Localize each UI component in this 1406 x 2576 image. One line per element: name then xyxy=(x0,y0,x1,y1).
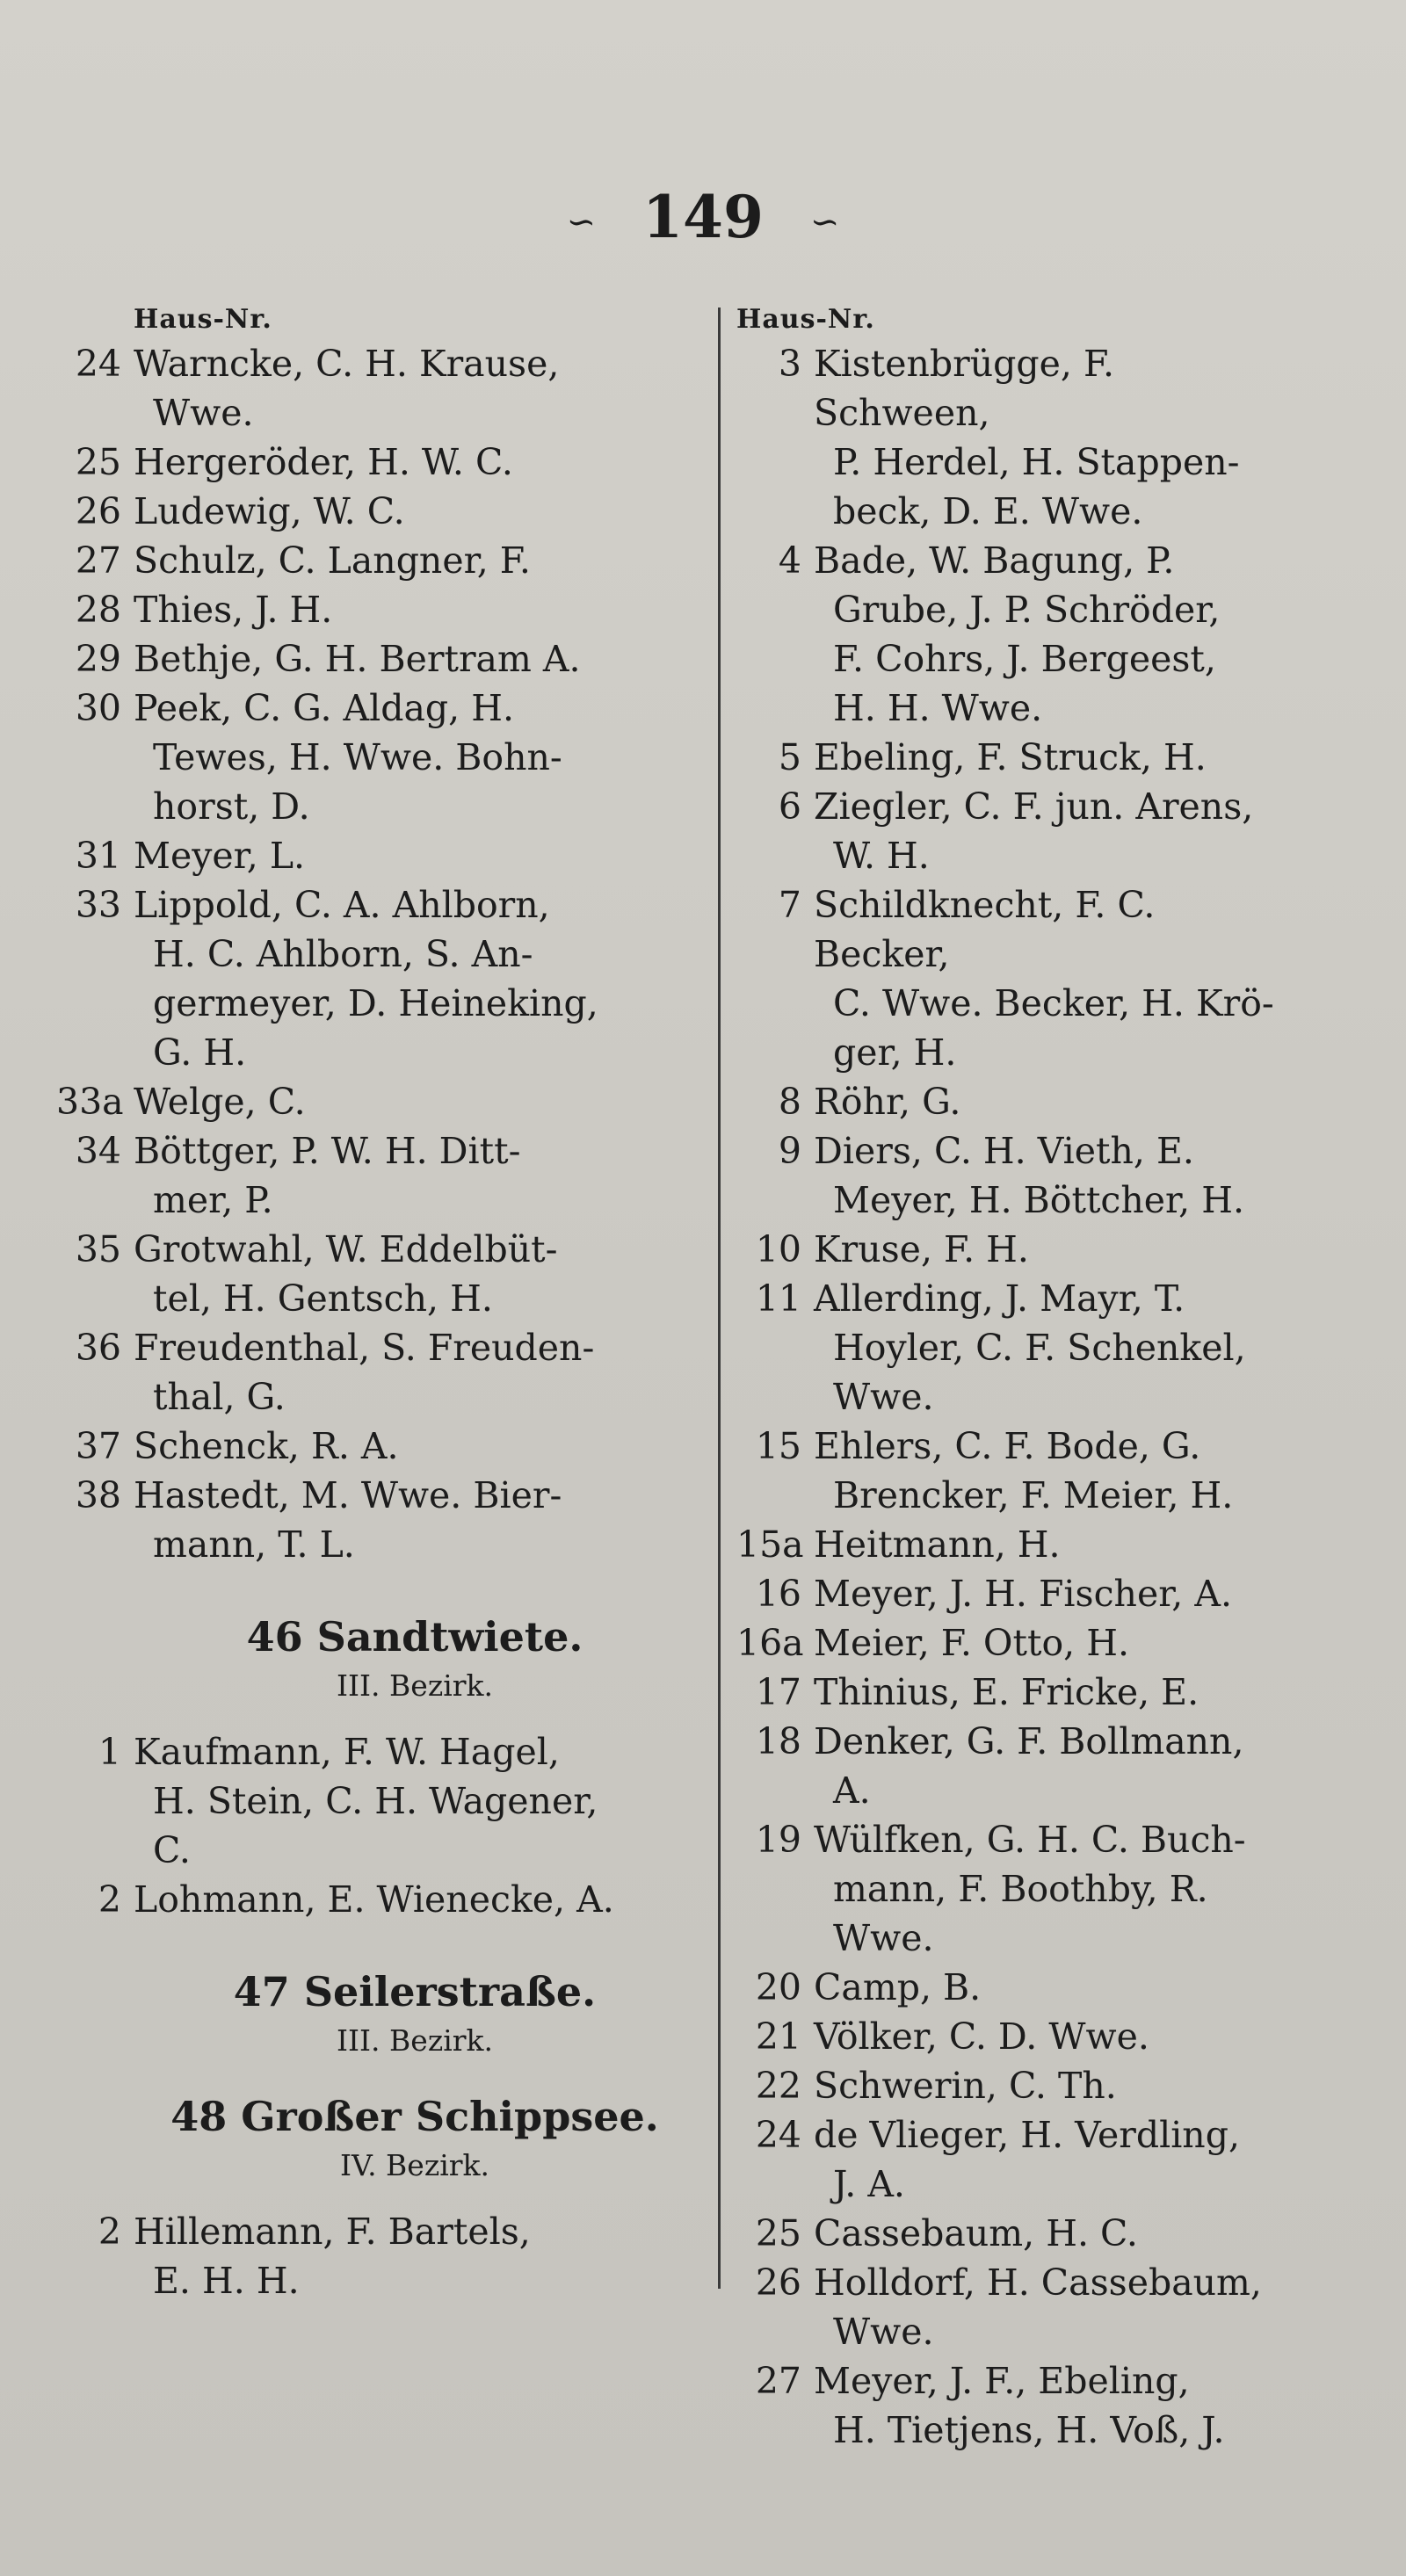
house-number: 35 xyxy=(75,1228,121,1270)
entry-line: Warncke, C. H. Krause, xyxy=(134,343,560,385)
resident-names xyxy=(134,831,696,880)
directory-entry xyxy=(736,1422,1274,1520)
house-number: 24 xyxy=(75,343,121,385)
house-number: 24 xyxy=(755,2114,801,2156)
street-heading-46 xyxy=(134,1610,696,1708)
resident-names xyxy=(814,1274,1274,1422)
resident-names xyxy=(814,733,1274,782)
directory-entry xyxy=(736,1225,1274,1274)
street-name: 46 Sandtwiete. xyxy=(246,1613,583,1661)
house-number: 11 xyxy=(755,1277,801,1320)
entry-line: Cassebaum, H. C. xyxy=(814,2212,1138,2254)
entry-line: thal, G. xyxy=(153,1376,286,1418)
directory-entry xyxy=(736,1077,1274,1126)
resident-names xyxy=(814,536,1274,733)
house-number: 36 xyxy=(75,1327,121,1369)
entry-line: G. H. xyxy=(153,1031,247,1074)
house-number: 33a xyxy=(56,1081,124,1123)
house-number: 26 xyxy=(755,2261,801,2304)
entry-line: Schenck, R. A. xyxy=(134,1425,399,1467)
entry-line: H. C. Ahlborn, S. An- xyxy=(153,933,533,975)
entry-line: Meyer, H. Böttcher, H. xyxy=(833,1179,1244,1221)
street-name: 47 Seilerstraße. xyxy=(233,1968,597,2015)
entry-line: beck, D. E. Wwe. xyxy=(833,490,1143,532)
left-entry-list xyxy=(56,339,696,1569)
directory-entry xyxy=(98,2207,696,2305)
entry-line: H. Tietjens, H. Voß, J. xyxy=(833,2409,1225,2451)
resident-names xyxy=(814,1077,1274,1126)
entry-line: mer, P. xyxy=(153,1179,273,1221)
directory-entry xyxy=(75,634,696,684)
ornament-right-icon: ∽ xyxy=(809,202,840,242)
house-number: 3 xyxy=(778,343,801,385)
entry-line: Hergeröder, H. W. C. xyxy=(134,441,513,483)
entry-line: J. A. xyxy=(833,2163,905,2205)
left-column xyxy=(56,300,696,2305)
directory-entry xyxy=(98,1875,696,1924)
entry-line: Bethje, G. H. Bertram A. xyxy=(134,638,581,680)
house-number: 26 xyxy=(75,490,121,532)
resident-names xyxy=(134,1422,696,1471)
resident-names xyxy=(134,438,696,487)
resident-names xyxy=(814,2012,1274,2061)
directory-entry xyxy=(736,2258,1274,2356)
entry-line: Thinius, E. Fricke, E. xyxy=(814,1671,1199,1713)
house-number: 2 xyxy=(98,2211,121,2253)
resident-names xyxy=(134,1875,696,1924)
resident-names xyxy=(134,2207,696,2305)
directory-entry xyxy=(736,782,1274,880)
resident-names xyxy=(134,1471,696,1569)
directory-entry xyxy=(736,1274,1274,1422)
directory-entry xyxy=(736,2209,1274,2258)
entry-line: Diers, C. H. Vieth, E. xyxy=(814,1130,1194,1172)
resident-names xyxy=(814,2258,1274,2356)
house-number: 15 xyxy=(755,1425,801,1467)
entry-line: Ludewig, W. C. xyxy=(134,490,405,532)
resident-names xyxy=(134,1126,696,1225)
resident-names xyxy=(814,1618,1274,1668)
resident-names xyxy=(134,1727,696,1875)
house-number: 9 xyxy=(778,1130,801,1172)
directory-entry xyxy=(736,2356,1274,2455)
entry-line: A. xyxy=(833,1769,871,1812)
resident-names xyxy=(814,1225,1274,1274)
house-number: 29 xyxy=(75,638,121,680)
directory-entry xyxy=(736,2012,1274,2061)
entry-line: Kaufmann, F. W. Hagel, xyxy=(134,1731,560,1773)
house-number: 33 xyxy=(75,884,121,926)
resident-names xyxy=(134,684,696,831)
entry-line: Kistenbrügge, F. Schween, xyxy=(814,343,1115,434)
entry-line: Denker, G. F. Bollmann, xyxy=(814,1720,1244,1762)
entry-line: Camp, B. xyxy=(814,1966,982,2008)
entry-line: mann, F. Boothby, R. xyxy=(833,1868,1208,1910)
resident-names xyxy=(814,339,1274,536)
entry-line: E. H. H. xyxy=(153,2260,300,2302)
resident-names xyxy=(814,1520,1274,1569)
house-number: 25 xyxy=(75,441,121,483)
street-48-entry-list xyxy=(98,2207,696,2305)
house-number: 7 xyxy=(778,884,801,926)
entry-line: Ebeling, F. Struck, H. xyxy=(814,736,1207,778)
resident-names xyxy=(814,1126,1274,1225)
entry-line: Allerding, J. Mayr, T. xyxy=(814,1277,1185,1320)
resident-names xyxy=(814,1963,1274,2012)
directory-entry xyxy=(736,1520,1274,1569)
house-number: 16a xyxy=(736,1622,804,1664)
entry-line: ger, H. xyxy=(833,1031,957,1074)
house-number: 28 xyxy=(75,589,121,631)
directory-entry xyxy=(736,1126,1274,1225)
entry-line: Ehlers, C. F. Bode, G. xyxy=(814,1425,1201,1467)
house-number: 34 xyxy=(75,1130,121,1172)
house-number: 17 xyxy=(755,1671,801,1713)
right-entry-list xyxy=(736,339,1274,2455)
entry-line: Holldorf, H. Cassebaum, xyxy=(814,2261,1262,2304)
house-number: 15a xyxy=(736,1523,804,1566)
directory-entry xyxy=(75,880,696,1077)
district-label: IV. Bezirk. xyxy=(339,2148,490,2182)
house-number: 27 xyxy=(75,539,121,582)
entry-line: Meier, F. Otto, H. xyxy=(814,1622,1130,1664)
directory-entry xyxy=(75,1225,696,1323)
entry-line: C. xyxy=(153,1829,191,1871)
directory-entry xyxy=(736,1569,1274,1618)
entry-line: Schildknecht, F. C. Becker, xyxy=(814,884,1156,975)
house-number-label: Haus-Nr. xyxy=(736,304,875,335)
house-number: 2 xyxy=(98,1878,121,1921)
resident-names xyxy=(814,1569,1274,1618)
entry-line: mann, T. L. xyxy=(153,1523,355,1566)
directory-entry xyxy=(736,1668,1274,1717)
entry-line: de Vlieger, H. Verdling, xyxy=(814,2114,1240,2156)
resident-names xyxy=(814,782,1274,880)
directory-entry xyxy=(736,1717,1274,1815)
entry-line: F. Cohrs, J. Bergeest, xyxy=(833,638,1216,680)
house-number: 21 xyxy=(755,2015,801,2058)
resident-names xyxy=(134,339,696,438)
house-number: 20 xyxy=(755,1966,801,2008)
directory-entry xyxy=(736,2110,1274,2209)
resident-names xyxy=(814,2110,1274,2209)
directory-entry xyxy=(736,733,1274,782)
house-number: 37 xyxy=(75,1425,121,1467)
house-number: 10 xyxy=(755,1228,801,1270)
resident-names xyxy=(814,1668,1274,1717)
street-name: 48 Großer Schippsee. xyxy=(170,2093,659,2140)
entry-line: Lohmann, E. Wienecke, A. xyxy=(134,1878,614,1921)
entry-line: Meyer, J. H. Fischer, A. xyxy=(814,1573,1233,1615)
entry-line: Welge, C. xyxy=(134,1081,306,1123)
entry-line: Hoyler, C. F. Schenkel, xyxy=(833,1327,1246,1369)
directory-entry xyxy=(75,831,696,880)
column-divider xyxy=(718,308,721,2289)
entry-line: Hastedt, M. Wwe. Bier- xyxy=(134,1474,562,1516)
entry-line: Böttger, P. W. H. Ditt- xyxy=(134,1130,521,1172)
resident-names xyxy=(134,880,696,1077)
house-number: 18 xyxy=(755,1720,801,1762)
entry-line: Meyer, J. F., Ebeling, xyxy=(814,2360,1190,2402)
resident-names xyxy=(814,1422,1274,1520)
entry-line: Grube, J. P. Schröder, xyxy=(833,589,1221,631)
house-number: 19 xyxy=(755,1819,801,1861)
directory-entry xyxy=(98,1727,696,1875)
house-number: 22 xyxy=(755,2065,801,2107)
resident-names xyxy=(814,1815,1274,1963)
entry-line: Ziegler, C. F. jun. Arens, xyxy=(814,785,1254,828)
district-label: III. Bezirk. xyxy=(336,1668,494,1703)
entry-line: Wwe. xyxy=(833,2311,934,2353)
house-number: 27 xyxy=(755,2360,801,2402)
resident-names xyxy=(134,1323,696,1422)
directory-entry xyxy=(56,1077,696,1126)
house-number: 8 xyxy=(778,1081,801,1123)
entry-line: Wülfken, G. H. C. Buch- xyxy=(814,1819,1246,1861)
resident-names xyxy=(134,1225,696,1323)
street-heading-48 xyxy=(134,2089,696,2188)
directory-entry xyxy=(736,339,1274,536)
entry-line: horst, D. xyxy=(153,785,310,828)
entry-line: Wwe. xyxy=(833,1917,934,1959)
district-label: III. Bezirk. xyxy=(336,2023,494,2058)
directory-entry xyxy=(736,880,1274,1077)
page-number: 149 xyxy=(642,183,764,251)
directory-entry xyxy=(736,1618,1274,1668)
entry-line: Kruse, F. H. xyxy=(814,1228,1029,1270)
house-number: 1 xyxy=(98,1731,121,1773)
entry-line: P. Herdel, H. Stappen- xyxy=(833,441,1240,483)
resident-names xyxy=(814,880,1274,1077)
resident-names xyxy=(814,2356,1274,2455)
directory-entry xyxy=(75,536,696,585)
entry-line: Hillemann, F. Bartels, xyxy=(134,2211,531,2253)
resident-names xyxy=(814,2061,1274,2110)
entry-line: C. Wwe. Becker, H. Krö- xyxy=(833,982,1274,1024)
house-number: 6 xyxy=(778,785,801,828)
house-number: 4 xyxy=(778,539,801,582)
directory-entry xyxy=(75,1126,696,1225)
entry-line: germeyer, D. Heineking, xyxy=(153,982,598,1024)
house-number: 38 xyxy=(75,1474,121,1516)
entry-line: tel, H. Gentsch, H. xyxy=(153,1277,493,1320)
resident-names xyxy=(814,2209,1274,2258)
entry-line: Heitmann, H. xyxy=(814,1523,1061,1566)
street-46-entry-list xyxy=(98,1727,696,1924)
resident-names xyxy=(134,1077,696,1126)
resident-names xyxy=(134,634,696,684)
directory-entry xyxy=(75,684,696,831)
entry-line: Thies, J. H. xyxy=(134,589,333,631)
house-number: 25 xyxy=(755,2212,801,2254)
entry-line: Brencker, F. Meier, H. xyxy=(833,1474,1234,1516)
entry-line: Freudenthal, S. Freuden- xyxy=(134,1327,595,1369)
ornament-left-icon: ∽ xyxy=(566,202,597,242)
directory-entry xyxy=(75,339,696,438)
house-number: 16 xyxy=(755,1573,801,1615)
directory-entry xyxy=(75,487,696,536)
entry-line: Grotwahl, W. Eddelbüt- xyxy=(134,1228,558,1270)
entry-line: Tewes, H. Wwe. Bohn- xyxy=(153,736,562,778)
directory-entry xyxy=(75,585,696,634)
house-number-label: Haus-Nr. xyxy=(134,304,272,335)
entry-line: H. Stein, C. H. Wagener, xyxy=(153,1780,598,1822)
house-number: 5 xyxy=(778,736,801,778)
entry-line: Völker, C. D. Wwe. xyxy=(814,2015,1149,2058)
directory-entry xyxy=(736,2061,1274,2110)
entry-line: H. H. Wwe. xyxy=(833,687,1043,729)
entry-line: Schulz, C. Langner, F. xyxy=(134,539,531,582)
resident-names xyxy=(134,536,696,585)
entry-line: Bade, W. Bagung, P. xyxy=(814,539,1175,582)
street-heading-47 xyxy=(134,1965,696,2063)
entry-line: Peek, C. G. Aldag, H. xyxy=(134,687,515,729)
directory-entry xyxy=(736,1815,1274,1963)
entry-line: Lippold, C. A. Ahlborn, xyxy=(134,884,550,926)
resident-names xyxy=(814,1717,1274,1815)
entry-line: Wwe. xyxy=(833,1376,934,1418)
directory-entry xyxy=(736,536,1274,733)
directory-entry xyxy=(75,438,696,487)
entry-line: W. H. xyxy=(833,835,930,877)
directory-entry xyxy=(75,1323,696,1422)
entry-line: Wwe. xyxy=(153,392,254,434)
entry-line: Röhr, G. xyxy=(814,1081,961,1123)
entry-line: Meyer, L. xyxy=(134,835,306,877)
page-header xyxy=(0,183,1406,253)
house-number: 31 xyxy=(75,835,121,877)
directory-entry xyxy=(75,1422,696,1471)
house-number: 30 xyxy=(75,687,121,729)
directory-entry xyxy=(75,1471,696,1569)
directory-entry xyxy=(736,1963,1274,2012)
right-column xyxy=(736,300,1274,2455)
resident-names xyxy=(134,585,696,634)
entry-line: Schwerin, C. Th. xyxy=(814,2065,1117,2107)
resident-names xyxy=(134,487,696,536)
